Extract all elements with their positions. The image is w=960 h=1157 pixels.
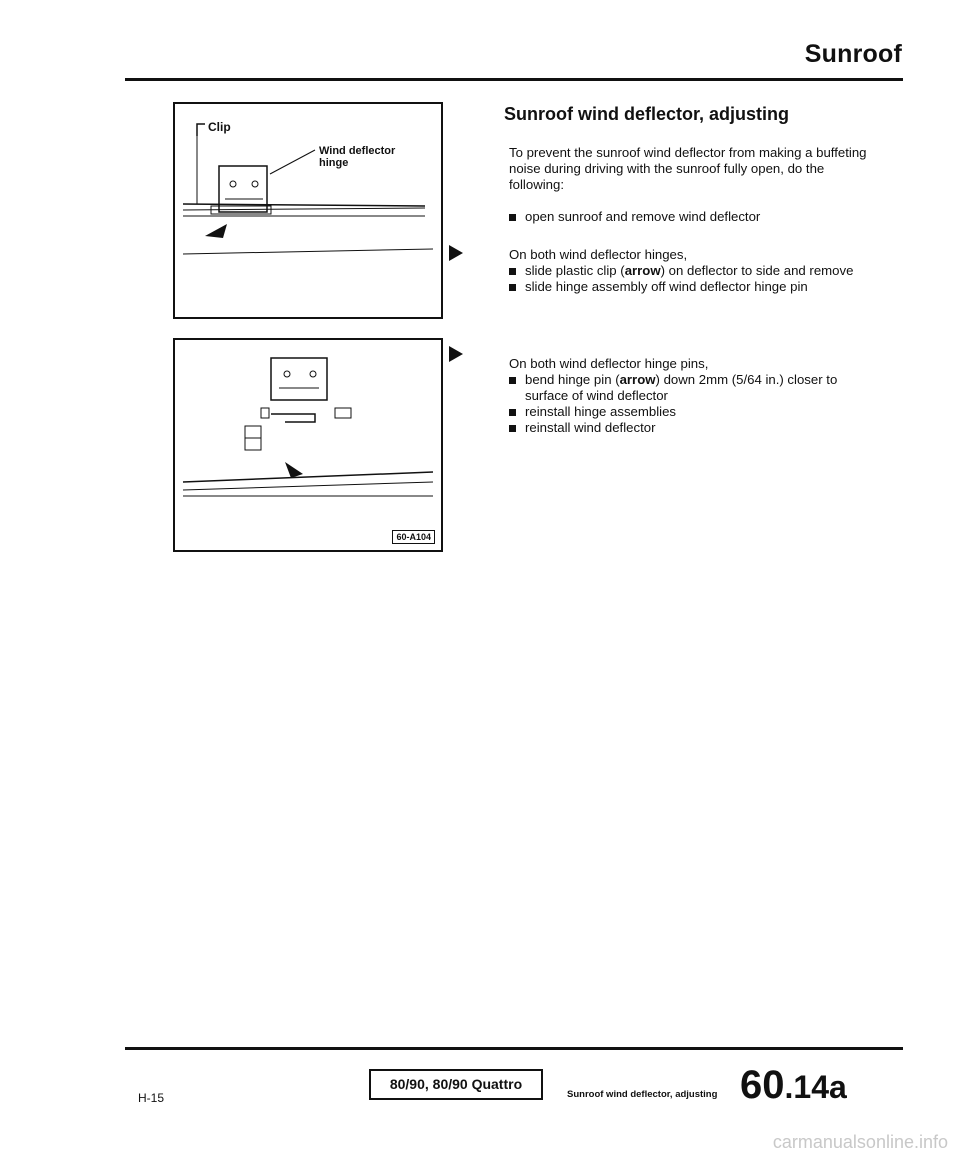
- figure-hinge-pin: [173, 338, 443, 552]
- arrow-icon: [205, 224, 227, 238]
- hinges-instructions: [509, 247, 869, 295]
- hinges-step-2: slide hinge assembly off wind deflector hinge pin: [509, 279, 869, 295]
- hinge-drawing-1: [175, 104, 441, 317]
- bullet-icon: [509, 425, 516, 432]
- pins-step-2: reinstall hinge assemblies: [509, 404, 869, 420]
- arrow-icon: [285, 462, 303, 478]
- label-clip: Clip: [208, 120, 231, 134]
- label-hinge-line2: hinge: [319, 157, 349, 169]
- bullet-icon: [509, 377, 516, 384]
- label-hinge-line1: Wind deflector: [319, 145, 396, 157]
- pins-heading: On both wind deflector hinge pins,: [509, 356, 709, 371]
- footer-page-ref: H-15: [138, 1091, 165, 1105]
- footer-rule: [125, 1047, 903, 1050]
- header-title: Sunroof: [804, 40, 902, 68]
- footer-model-box: 80/90, 80/90 Quattro: [369, 1069, 543, 1100]
- pointer-arrow-icon: [449, 346, 463, 362]
- figure-clip-hinge: [173, 102, 443, 319]
- figure-code: 60-A104: [392, 530, 435, 544]
- header-rule: [125, 78, 903, 81]
- footer-page-number: 60.14a: [740, 1063, 847, 1107]
- watermark: carmanualsonline.info: [772, 1132, 948, 1152]
- intro-paragraph: To prevent the sunroof wind deflector from making a buffeting noise during driving with the sunroof fully open, do the following:: [509, 145, 867, 192]
- bullet-icon: [509, 284, 516, 291]
- pins-step-1: bend hinge pin (arrow) down 2mm (5/64 in.) closer to surface of wind deflector: [509, 372, 869, 404]
- pins-instructions: [509, 356, 869, 436]
- hinges-heading: On both wind deflector hinges,: [509, 247, 688, 262]
- bullet-icon: [509, 268, 516, 275]
- hinge-drawing-2: [175, 340, 441, 550]
- bullet-icon: [509, 214, 516, 221]
- step-open-sunroof: open sunroof and remove wind deflector: [509, 209, 869, 225]
- hinges-step-1: slide plastic clip (arrow) on deflector to side and remove: [509, 263, 869, 279]
- pins-step-3: reinstall wind deflector: [509, 420, 869, 436]
- bullet-icon: [509, 409, 516, 416]
- footer-caption: Sunroof wind deflector, adjusting: [567, 1089, 718, 1100]
- section-title: Sunroof wind deflector, adjusting: [504, 104, 790, 124]
- pointer-arrow-icon: [449, 245, 463, 261]
